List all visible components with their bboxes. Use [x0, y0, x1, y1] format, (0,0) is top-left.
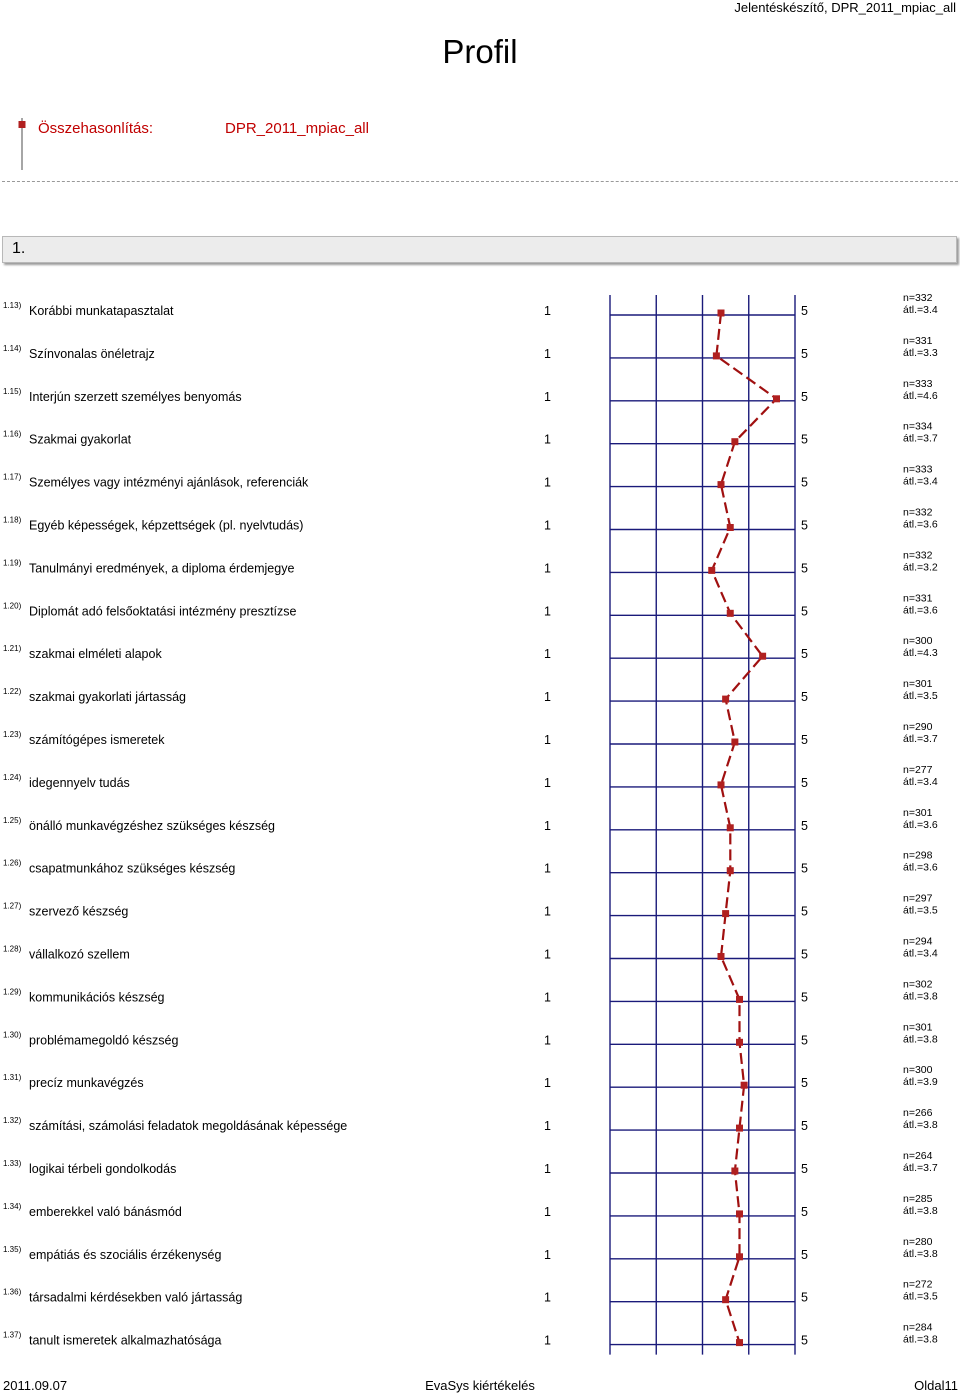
item-n: n=301	[903, 806, 933, 819]
scale-max-label: 5	[801, 861, 808, 876]
profile-point	[736, 1210, 743, 1217]
item-label: Egyéb képességek, képzettségek (pl. nyelvtudás)	[29, 518, 304, 533]
profile-point	[722, 696, 729, 703]
profile-point	[736, 1125, 743, 1132]
item-n: n=264	[903, 1150, 933, 1162]
item-id: 1.35)	[3, 1244, 22, 1254]
item-label: logikai térbeli gondolkodás	[29, 1162, 177, 1176]
item-id: 1.28)	[3, 944, 22, 954]
item-label: Interjún szerzett személyes benyomás	[29, 389, 242, 404]
item-avg: átl.=3.6	[903, 861, 938, 874]
scale-max-label: 5	[801, 775, 808, 790]
item-avg: átl.=3.9	[903, 1076, 938, 1089]
scale-max-label: 5	[801, 690, 808, 705]
profile-point	[731, 438, 738, 445]
item-label: Diplomát adó felsőoktatási intézmény presztízse	[29, 604, 297, 619]
scale-min-label: 1	[544, 861, 551, 876]
item-n: n=294	[903, 935, 933, 948]
item-id: 1.24)	[3, 772, 22, 782]
scale-min-label: 1	[544, 1333, 551, 1348]
item-label: kommunikációs készség	[29, 990, 165, 1005]
item-n: n=331	[903, 592, 933, 605]
scale-max-label: 5	[801, 947, 808, 962]
scale-max-label: 5	[801, 1162, 808, 1176]
profile-point	[708, 567, 715, 574]
item-label: társadalmi kérdésekben való jártasság	[29, 1290, 243, 1305]
item-avg: átl.=3.7	[903, 1162, 938, 1174]
item-id: 1.15)	[3, 386, 22, 396]
item-avg: átl.=3.4	[903, 475, 938, 488]
profile-point	[718, 953, 725, 960]
scale-min-label: 1	[544, 647, 551, 662]
item-n: n=285	[903, 1192, 933, 1205]
item-id: 1.19)	[3, 558, 22, 568]
scale-max-label: 5	[801, 1290, 808, 1305]
item-n: n=334	[903, 420, 933, 433]
item-n: n=266	[903, 1107, 933, 1120]
item-label: emberekkel való bánásmód	[29, 1204, 182, 1219]
profile-point	[727, 824, 734, 831]
item-avg: átl.=3.2	[903, 561, 938, 574]
scale-min-label: 1	[544, 818, 551, 833]
report-name: Jelentéskészítő, DPR_2011_mpiac_all	[734, 0, 956, 15]
item-n: n=301	[903, 678, 933, 691]
item-label: szakmai elméleti alapok	[29, 647, 162, 662]
item-id: 1.17)	[3, 472, 22, 482]
item-n: n=300	[903, 635, 933, 648]
item-avg: átl.=3.4	[903, 304, 938, 316]
footer-center: EvaSys kiértékelés	[425, 1378, 535, 1393]
scale-min-label: 1	[544, 1119, 551, 1134]
item-label: tanult ismeretek alkalmazhatósága	[29, 1333, 222, 1348]
item-id: 1.37)	[3, 1330, 22, 1340]
item-label: precíz munkavégzés	[29, 1076, 144, 1091]
scale-min-label: 1	[544, 1247, 551, 1262]
scale-min-label: 1	[544, 346, 551, 361]
item-label: Személyes vagy intézményi ajánlások, referenciák	[29, 475, 309, 490]
profile-point	[727, 867, 734, 874]
scale-max-label: 5	[801, 518, 808, 533]
profile-point	[759, 653, 766, 660]
item-id: 1.22)	[3, 687, 22, 697]
item-n: n=332	[903, 549, 933, 562]
item-avg: átl.=3.4	[903, 775, 938, 788]
item-id: 1.21)	[3, 644, 22, 654]
item-id: 1.26)	[3, 858, 22, 868]
footer-date: 2011.09.07	[3, 1378, 68, 1393]
item-label: Színvonalas önéletrajz	[29, 346, 155, 361]
item-n: n=331	[903, 334, 933, 347]
profile-point	[718, 781, 725, 788]
item-label: vállalkozó szellem	[29, 947, 130, 962]
scale-min-label: 1	[544, 304, 551, 318]
item-label: szervező készség	[29, 904, 129, 919]
scale-min-label: 1	[544, 389, 551, 404]
item-n: n=332	[903, 506, 933, 519]
scale-max-label: 5	[801, 1119, 808, 1134]
profile-point	[736, 1253, 743, 1260]
scale-max-label: 5	[801, 561, 808, 576]
scale-max-label: 5	[801, 346, 808, 361]
scale-max-label: 5	[801, 1076, 808, 1091]
item-id: 1.18)	[3, 515, 22, 525]
item-avg: átl.=3.7	[903, 733, 938, 745]
scale-max-label: 5	[801, 1247, 808, 1262]
profile-point	[718, 481, 725, 488]
scale-max-label: 5	[801, 475, 808, 490]
item-id: 1.13)	[3, 301, 22, 310]
item-id: 1.36)	[3, 1287, 22, 1297]
item-n: n=298	[903, 849, 933, 862]
item-id: 1.32)	[3, 1116, 22, 1126]
scale-min-label: 1	[544, 1076, 551, 1091]
item-avg: átl.=3.8	[903, 1119, 938, 1132]
scale-max-label: 5	[801, 818, 808, 833]
item-n: n=297	[903, 892, 933, 905]
item-label: csapatmunkához szükséges készség	[29, 861, 236, 876]
profile-point	[727, 610, 734, 617]
item-avg: átl.=3.8	[903, 1204, 938, 1217]
item-id: 1.31)	[3, 1073, 22, 1083]
scale-min-label: 1	[544, 518, 551, 533]
item-label: problémamegoldó készség	[29, 1033, 179, 1048]
scale-max-label: 5	[801, 647, 808, 662]
scale-min-label: 1	[544, 604, 551, 619]
item-label: Tanulmányi eredmények, a diploma érdemjegye	[29, 561, 295, 576]
profile-point	[736, 1039, 743, 1046]
profile-point	[731, 739, 738, 746]
scale-min-label: 1	[544, 990, 551, 1005]
item-avg: átl.=3.5	[903, 904, 938, 917]
item-avg: átl.=3.6	[903, 818, 938, 831]
profile-point	[741, 1082, 748, 1089]
item-label: szakmai gyakorlati jártasság	[29, 690, 187, 705]
scale-min-label: 1	[544, 947, 551, 962]
item-n: n=277	[903, 763, 933, 776]
item-id: 1.30)	[3, 1030, 22, 1040]
item-avg: átl.=3.5	[903, 1290, 938, 1303]
scale-max-label: 5	[801, 1033, 808, 1048]
scale-max-label: 5	[801, 733, 808, 747]
profile-point	[727, 524, 734, 531]
profile-point	[722, 1296, 729, 1303]
scale-min-label: 1	[544, 775, 551, 790]
profile-point	[736, 996, 743, 1003]
profile-point	[773, 395, 780, 402]
scale-min-label: 1	[544, 1162, 551, 1176]
item-id: 1.33)	[3, 1159, 22, 1168]
item-id: 1.14)	[3, 343, 22, 353]
scale-max-label: 5	[801, 1333, 808, 1348]
item-avg: átl.=3.3	[903, 346, 938, 359]
item-n: n=333	[903, 463, 933, 476]
scale-min-label: 1	[544, 475, 551, 490]
item-label: számítógépes ismeretek	[29, 733, 165, 747]
item-id: 1.27)	[3, 901, 22, 911]
item-label: számítási, számolási feladatok megoldásának képessége	[29, 1119, 348, 1134]
page-title: Profil	[442, 33, 518, 70]
profile-point	[731, 1168, 738, 1175]
item-avg: átl.=3.7	[903, 432, 938, 445]
item-n: n=280	[903, 1235, 933, 1248]
scale-max-label: 5	[801, 1204, 808, 1219]
item-avg: átl.=3.8	[903, 990, 938, 1003]
item-label: Szakmai gyakorlat	[29, 432, 132, 447]
item-label: empátiás és szociális érzékenység	[29, 1247, 222, 1262]
item-label: önálló munkavégzéshez szükséges készség	[29, 818, 275, 833]
scale-max-label: 5	[801, 990, 808, 1005]
item-n: n=290	[903, 721, 933, 733]
item-avg: átl.=3.6	[903, 518, 938, 531]
scale-min-label: 1	[544, 1033, 551, 1048]
item-avg: átl.=3.8	[903, 1033, 938, 1046]
item-n: n=332	[903, 292, 933, 304]
item-avg: átl.=3.4	[903, 947, 938, 960]
item-avg: átl.=4.3	[903, 647, 938, 660]
item-n: n=284	[903, 1321, 933, 1334]
scale-min-label: 1	[544, 904, 551, 919]
footer-page: Oldal11	[914, 1378, 958, 1393]
scale-max-label: 5	[801, 604, 808, 619]
scale-min-label: 1	[544, 561, 551, 576]
item-avg: átl.=3.6	[903, 604, 938, 617]
scale-min-label: 1	[544, 690, 551, 705]
item-avg: átl.=3.8	[903, 1333, 938, 1346]
item-id: 1.25)	[3, 815, 22, 825]
item-avg: átl.=3.8	[903, 1247, 938, 1260]
scale-min-label: 1	[544, 733, 551, 747]
scale-min-label: 1	[544, 432, 551, 447]
scale-max-label: 5	[801, 389, 808, 404]
item-n: n=300	[903, 1064, 933, 1077]
item-id: 1.29)	[3, 987, 22, 997]
item-avg: átl.=3.5	[903, 690, 938, 703]
scale-min-label: 1	[544, 1204, 551, 1219]
profile-point	[713, 352, 720, 359]
item-id: 1.34)	[3, 1201, 22, 1211]
scale-min-label: 1	[544, 1290, 551, 1305]
item-label: Korábbi munkatapasztalat	[29, 304, 174, 318]
profile-point	[722, 910, 729, 917]
scale-max-label: 5	[801, 304, 808, 318]
profile-point	[718, 310, 725, 317]
item-id: 1.23)	[3, 730, 22, 739]
section-label: 1.	[12, 240, 26, 257]
item-n: n=272	[903, 1278, 933, 1291]
profile-line	[712, 313, 777, 1343]
item-avg: átl.=4.6	[903, 389, 938, 402]
profile-point	[736, 1339, 743, 1346]
item-id: 1.16)	[3, 429, 22, 439]
item-n: n=302	[903, 978, 933, 991]
item-n: n=301	[903, 1021, 933, 1034]
comparison-value: DPR_2011_mpiac_all	[225, 120, 369, 137]
item-id: 1.20)	[3, 601, 22, 611]
comparison-label: Összehasonlítás:	[38, 120, 154, 137]
scale-max-label: 5	[801, 904, 808, 919]
item-label: idegennyelv tudás	[29, 775, 130, 790]
item-n: n=333	[903, 377, 933, 390]
scale-max-label: 5	[801, 432, 808, 447]
